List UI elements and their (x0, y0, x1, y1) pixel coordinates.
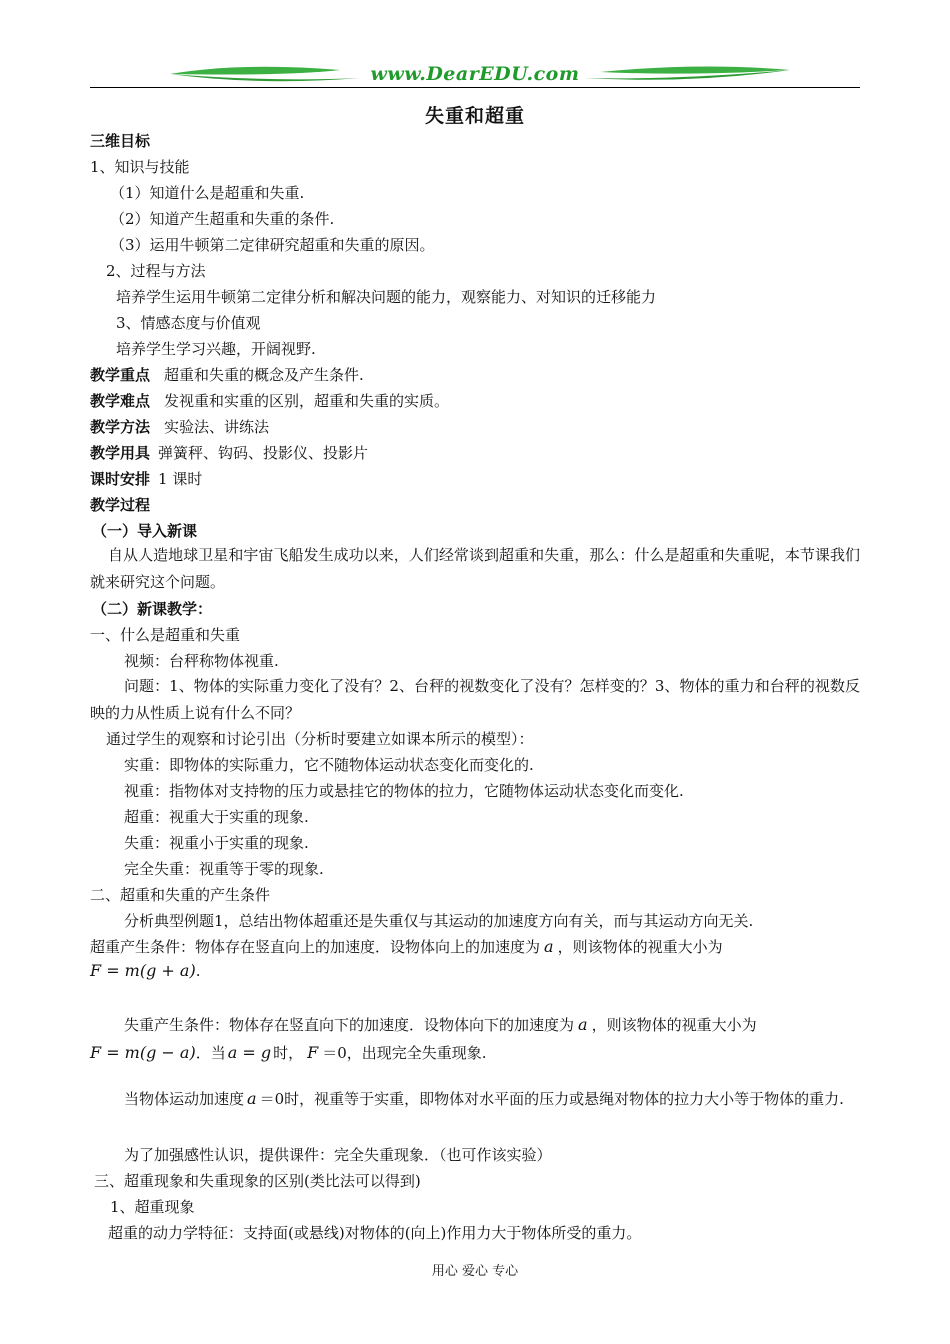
symbol-a: a (247, 1089, 257, 1108)
page-footer: 用心 爱心 专心 (431, 1264, 519, 1279)
part1-video: 视频：台秤称物体视重. (124, 652, 279, 670)
symbol-a: a (578, 1015, 588, 1034)
process-heading: 教学过程 (90, 496, 151, 514)
header-rule (90, 87, 860, 88)
def-apparent-weight: 视重：指物体对支持物的压力或悬挂它的物体的拉力，它随物体运动状态变化而变化. (124, 782, 684, 800)
meta-diff-row (90, 391, 860, 413)
meta-value: 1 课时 (158, 470, 203, 488)
when-text: 时， (273, 1044, 304, 1062)
part2-heading: 二、超重和失重的产生条件 (90, 886, 271, 904)
part2-analysis: 分析典型例题1，总结出物体超重还是失重仅与其运动的加速度方向有关，而与其运动方向无关. (124, 912, 754, 930)
when-text: ．当 (195, 1044, 226, 1062)
condition-text: 失重产生条件：物体存在竖直向下的加速度．设物体向下的加速度为 (124, 1016, 575, 1034)
zero-acceleration-paragraph (90, 1085, 860, 1113)
formula-overweight: F = m(g + a) (90, 961, 196, 980)
part3-heading: 三、超重现象和失重现象的区别(类比法可以得到) (94, 1172, 421, 1190)
symbol-a: a (544, 937, 554, 956)
part1-question: 问题：1、物体的实际重力变化了没有？2、台秤的视数变化了没有？怎样变的？3、物体的重力和台秤的视数反映的力从性质上说有什么不同？ (90, 677, 860, 722)
formula-overweight-row: F = m(g + a). (90, 961, 201, 980)
def-complete-weightlessness: 完全失重：视重等于零的现象. (124, 860, 324, 878)
goal-item: 2、过程与方法 (106, 262, 206, 280)
meta-label: 教学难点 (90, 392, 151, 410)
meta-value: 发视重和实重的区别，超重和失重的实质。 (164, 392, 450, 410)
symbol-F: F (307, 1043, 319, 1062)
goal-item: 1、知识与技能 (90, 158, 190, 176)
goal-item: 培养学生学习兴趣，开阔视野. (116, 340, 316, 358)
formula-weightless: F = m(g − a) (90, 1043, 196, 1062)
meta-key-row (90, 365, 860, 387)
condition-text: ，则该物体的视重大小为 (557, 938, 723, 956)
weightless-condition (124, 1015, 894, 1037)
new-lesson-heading: （二）新课教学： (92, 600, 213, 618)
meta-value: 超重和失重的概念及产生条件. (164, 366, 364, 384)
condition-text: 超重产生条件：物体存在竖直向上的加速度．设物体向上的加速度为 (90, 938, 541, 956)
meta-time-row (90, 469, 860, 491)
site-url-logo: www.DearEDU.com (370, 63, 580, 85)
goal-item: 3、情感态度与价值观 (116, 314, 261, 332)
meta-tools-row (90, 443, 860, 465)
meta-label: 教学方法 (90, 418, 151, 436)
part1-lead: 通过学生的观察和讨论引出（分析时要建立如课本所示的模型）： (106, 730, 534, 748)
acc-text: ＝0时，视重等于实重，即物体对水平面的压力或悬绳对物体的拉力大小等于物体的重力. (259, 1090, 844, 1108)
condition-text: ，则该物体的视重大小为 (591, 1016, 757, 1034)
overweight-dynamics-feature: 超重的动力学特征：支持面(或悬线)对物体的(向上)作用力大于物体所受的重力。 (108, 1224, 642, 1242)
meta-label: 教学用具 (90, 444, 151, 462)
intro-heading: （一）导入新课 (92, 522, 198, 540)
def-weightlessness-partial: 失重：视重小于实重的现象. (124, 834, 309, 852)
courseware-note: 为了加强感性认识，提供课件：完全失重现象．（也可作该实验） (124, 1146, 552, 1164)
intro-paragraph: 自从人造地球卫星和宇宙飞船发生成功以来，人们经常谈到超重和失重，那么：什么是超重和失重呢，本节课我们就来研究这个问题。 (90, 546, 860, 591)
goal-item: 培养学生运用牛顿第二定律分析和解决问题的能力，观察能力、对知识的迁移能力 (116, 288, 657, 306)
goal-item: （2）知道产生超重和失重的条件. (110, 210, 335, 228)
formula-a-equals-g: a = g (227, 1043, 272, 1062)
acc-text: 当物体运动加速度 (124, 1090, 245, 1108)
formula-weightless-row (90, 1043, 860, 1065)
def-real-weight: 实重：即物体的实际重力，它不随物体运动状态变化而变化的. (124, 756, 534, 774)
zero-text: ＝0，出现完全失重现象. (322, 1044, 487, 1062)
meta-label: 教学重点 (90, 366, 151, 384)
meta-method-row (90, 417, 860, 439)
goals-heading: 三维目标 (90, 132, 151, 150)
part3-sub1: 1、超重现象 (110, 1198, 195, 1216)
part1-heading: 一、什么是超重和失重 (90, 626, 241, 644)
meta-value: 实验法、讲练法 (164, 418, 270, 436)
goal-item: （1）知道什么是超重和失重. (110, 184, 305, 202)
page-title: 失重和超重 (424, 105, 525, 127)
def-overweight: 超重：视重大于实重的现象. (124, 808, 309, 826)
overweight-condition (90, 937, 860, 959)
meta-value: 弹簧秤、钩码、投影仪、投影片 (158, 444, 369, 462)
goal-item: （3）运用牛顿第二定律研究超重和失重的原因。 (110, 236, 435, 254)
meta-label: 课时安排 (90, 470, 151, 488)
